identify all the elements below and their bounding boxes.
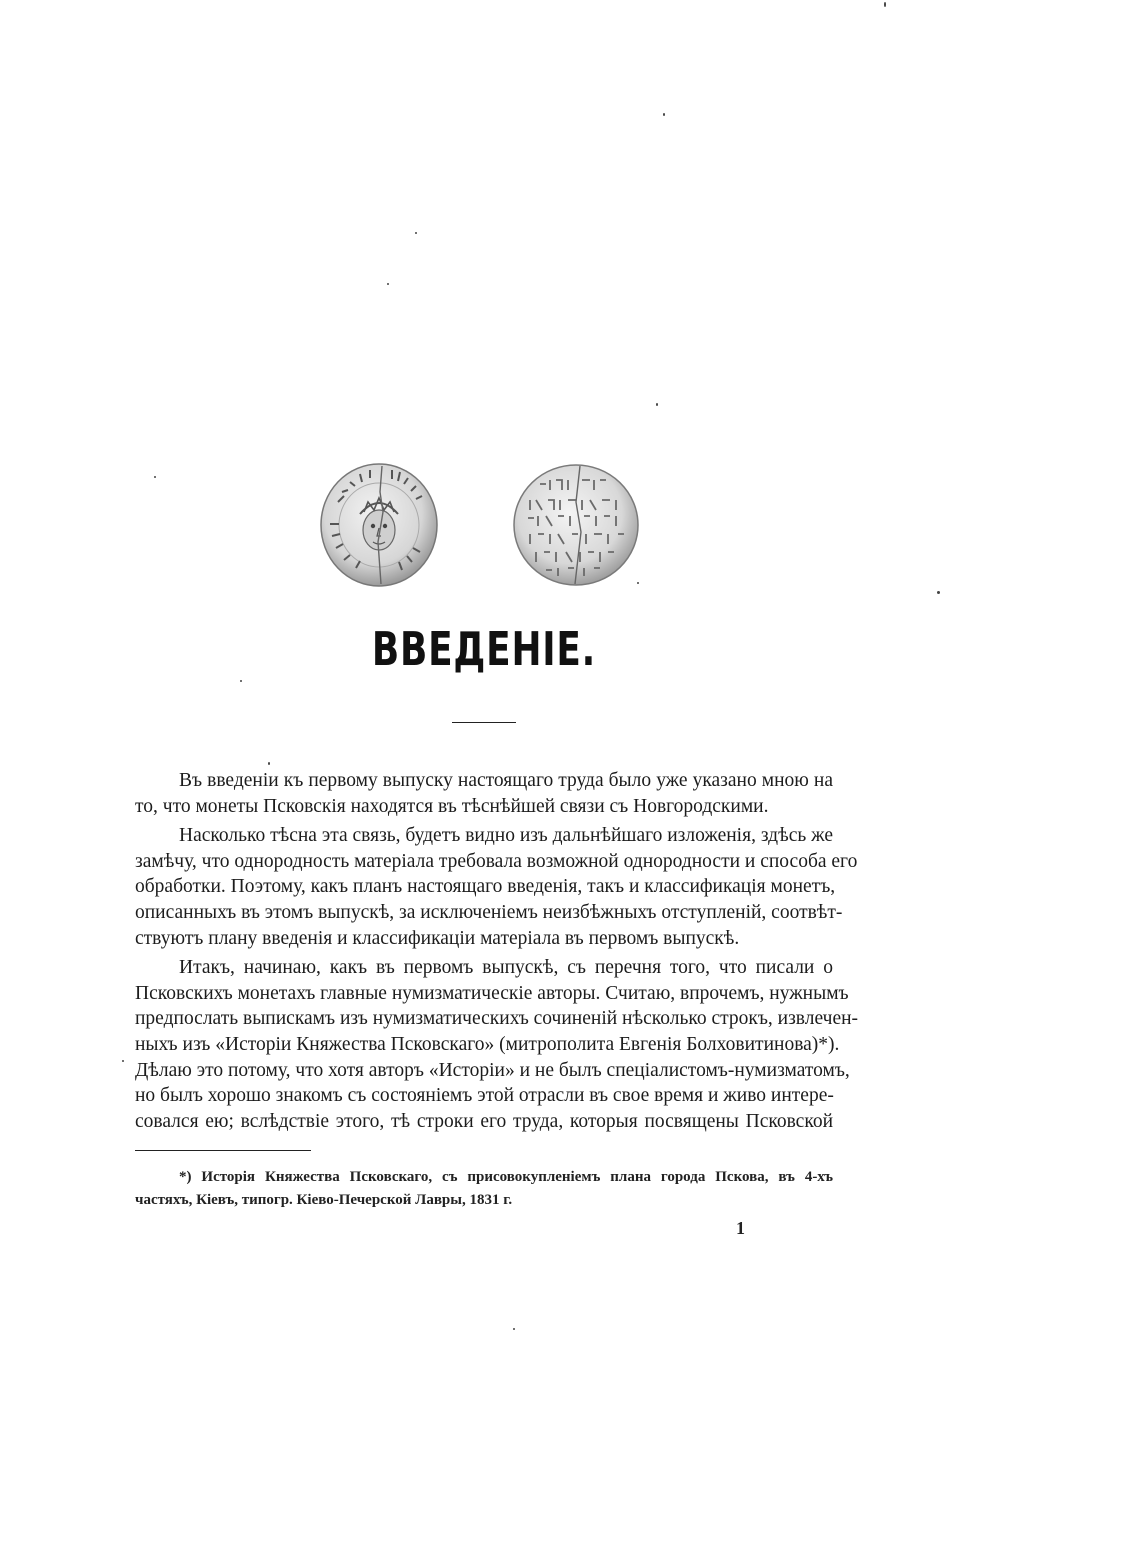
text-line: совался ею; вслѣдствіе этого, тѣ строки его труда, которыя посвящены Псковской — [135, 1110, 833, 1132]
scan-speck — [513, 1328, 515, 1330]
scan-speck — [937, 591, 940, 594]
footnote-line: *) Исторія Княжества Псковскаго, съ присовокупленіемъ плана города Пскова, въ 4-хъ — [179, 1169, 833, 1185]
text-line: ствуютъ плану введенія и классификаціи матеріала въ первомъ выпускѣ. — [135, 927, 740, 949]
scan-speck — [637, 582, 639, 584]
text-line: предпослать выпискамъ изъ нумизматическихъ сочиненій нѣсколько строкъ, извлечен- — [135, 1008, 859, 1030]
scan-speck — [656, 403, 658, 406]
coin-obverse-image — [316, 462, 442, 588]
text-line: Въ введеніи къ первому выпуску настоящаго труда было уже указано мною на — [179, 770, 833, 791]
text-line: ныхъ изъ «Исторіи Княжества Псковскаго» (митрополита Евгенія Болховитинова)*). — [135, 1033, 840, 1055]
scan-speck — [154, 476, 156, 478]
scan-speck — [884, 2, 886, 7]
scan-speck — [387, 283, 389, 285]
coin-illustrations — [310, 462, 650, 594]
scan-speck — [122, 1060, 124, 1062]
body-text — [135, 768, 859, 1134]
text-line: описанныхъ въ этомъ выпускѣ, за исключеніемъ неизбѣжныхъ отступленій, соотвѣт- — [135, 901, 843, 923]
footnote — [135, 1166, 833, 1212]
text-line: обработки. Поэтому, какъ планъ настоящаго введенія, такъ и классификація монетъ, — [135, 876, 836, 898]
footnote-line: частяхъ, Кіевъ, типогр. Кіево-Печерской Лавры, 1831 г. — [135, 1192, 513, 1208]
scan-speck — [663, 113, 665, 116]
scan-speck — [415, 232, 417, 234]
scan-speck — [240, 680, 242, 682]
page-number: 1 — [736, 1218, 745, 1238]
coin-reverse-image — [510, 462, 642, 588]
text-line: Псковскихъ монетахъ главные нумизматическіе авторы. Считаю, впрочемъ, нужнымъ — [135, 982, 849, 1004]
text-line: Итакъ, начинаю, какъ въ первомъ выпускѣ, съ перечня того, что писали о — [179, 957, 833, 979]
footnote-divider — [135, 1150, 311, 1151]
scan-speck — [268, 762, 270, 765]
text-line: Насколько тѣсна эта связь, будетъ видно изъ дальнѣйшаго изложенія, здѣсь же — [179, 825, 833, 847]
text-line: то, что монеты Псковскія находятся въ тѣснѣйшей связи съ Новгородскими. — [135, 795, 769, 817]
text-line: Дѣлаю это потому, что хотя авторъ «Исторіи» и не былъ спеціалистомъ-нумизматомъ, — [135, 1059, 850, 1081]
text-line: замѣчу, что однородность матеріала требовала возможной однородности и способа его — [135, 850, 858, 872]
text-line: но былъ хорошо знакомъ съ состояніемъ этой отрасли въ свое время и живо интере- — [135, 1085, 834, 1107]
chapter-title: ВВЕДЕНІЕ. — [371, 622, 597, 676]
title-divider — [452, 722, 516, 723]
